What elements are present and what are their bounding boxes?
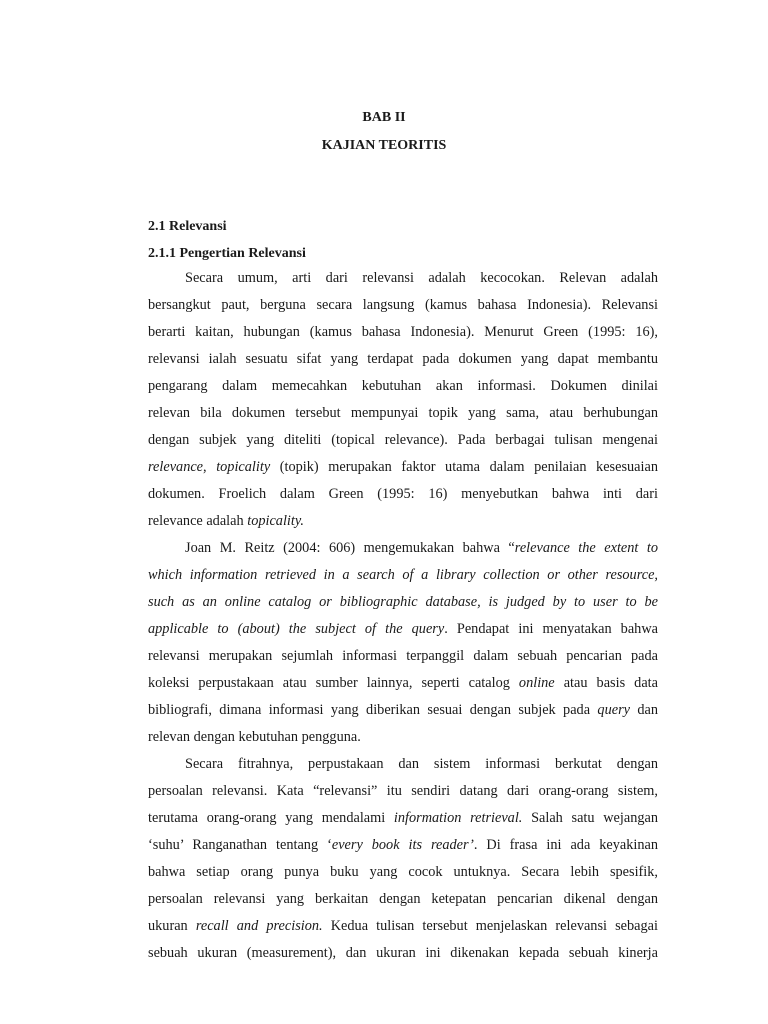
italic-text: which information retrieved in a search of a library collection or other resource,: [148, 567, 658, 583]
text-line: [148, 562, 658, 589]
text-line: [148, 940, 658, 967]
text-line: [148, 427, 658, 454]
text-line: [148, 697, 658, 724]
text-line: [148, 616, 658, 643]
text-line: [148, 724, 658, 751]
text-run: ,: [203, 459, 217, 475]
text-run: relevansi merupakan sejumlah informasi terpanggil dalam sebuah pencarian pada: [148, 648, 658, 664]
text-run: relevance adalah: [148, 513, 248, 529]
italic-text: recall and precision.: [195, 918, 323, 934]
text-line: [148, 265, 658, 292]
text-run: bahwa setiap orang punya buku yang cocok untuknya. Secara lebih spesifik,: [148, 864, 658, 880]
text-run: berarti kaitan, hubungan (kamus bahasa Indonesia). Menurut Green (1995: 16),: [148, 324, 658, 340]
text-run: sebuah ukuran (measurement), dan ukuran ini dikenakan kepada sebuah kinerja: [148, 945, 658, 961]
text-run: dokumen. Froelich dalam Green (1995: 16) menyebutkan bahwa inti dari: [148, 486, 658, 502]
text-run: bersangkut paut, berguna secara langsung (kamus bahasa Indonesia). Relevansi: [148, 297, 658, 313]
text-run: . Di frasa ini ada keyakinan: [473, 837, 659, 853]
text-run: relevan bila dokumen tersebut mempunyai topik yang sama, atau berhubungan: [148, 405, 658, 421]
text-line: [148, 535, 658, 562]
italic-text: applicable to (about) the subject of the query: [148, 621, 445, 637]
text-line: [148, 481, 658, 508]
text-run: persoalan relevansi. Kata “relevansi” itu sendiri datang dari orang-orang sistem,: [148, 783, 658, 799]
text-line: [148, 508, 658, 535]
text-run: dan: [629, 702, 658, 718]
text-line: [148, 670, 658, 697]
text-run: atau basis data: [554, 675, 658, 691]
text-run: relevan dengan kebutuhan pengguna.: [148, 729, 361, 745]
italic-text: online: [518, 675, 555, 691]
text-line: [148, 859, 658, 886]
text-line: [148, 400, 658, 427]
text-run: pengarang dalam memecahkan kebutuhan akan informasi. Dokumen dinilai: [148, 378, 658, 394]
italic-text: topicality.: [247, 513, 305, 529]
section-title: 2.1 Relevansi: [148, 219, 227, 234]
text-line: [148, 373, 658, 400]
subsection-title: 2.1.1 Pengertian Relevansi: [148, 246, 306, 261]
italic-text: query: [597, 702, 630, 718]
text-line: [148, 832, 658, 859]
text-line: [148, 292, 658, 319]
text-line: [148, 886, 658, 913]
text-line: [148, 454, 658, 481]
text-run: terutama orang-orang yang mendalami: [148, 810, 394, 826]
chapter-number: BAB II: [362, 110, 406, 125]
italic-text: such as an online catalog or bibliographic database, is judged by to user to be: [148, 594, 658, 610]
text-line: [148, 913, 658, 940]
italic-text: topicality: [216, 459, 271, 475]
text-line: [148, 643, 658, 670]
italic-text: information retrieval.: [393, 810, 523, 826]
text-run: persoalan relevansi yang berkaitan dengan ketepatan pencarian dikenal dengan: [148, 891, 658, 907]
text-run: Secara umum, arti dari relevansi adalah kecocokan. Relevan adalah: [185, 270, 658, 286]
text-line: [148, 751, 658, 778]
text-line: [148, 805, 658, 832]
text-line: [148, 778, 658, 805]
text-run: bibliografi, dimana informasi yang diberikan sesuai dengan subjek pada: [148, 702, 598, 718]
body-text: [148, 265, 658, 967]
text-run: ukuran: [148, 918, 196, 934]
italic-text: every book its reader’: [331, 837, 474, 853]
text-run: relevansi ialah sesuatu sifat yang terdapat pada dokumen yang dapat membantu: [148, 351, 658, 367]
text-run: Kedua tulisan tersebut menjelaskan relevansi sebagai: [322, 918, 658, 934]
text-run: Salah satu wejangan: [522, 810, 659, 826]
text-run: . Pendapat ini menyatakan bahwa: [444, 621, 658, 637]
text-run: koleksi perpustakaan atau sumber lainnya, seperti catalog: [148, 675, 519, 691]
text-line: [148, 589, 658, 616]
text-run: (topik) merupakan faktor utama dalam penilaian kesesuaian: [270, 459, 658, 475]
text-line: [148, 346, 658, 373]
italic-text: relevance the extent to: [514, 540, 658, 556]
italic-text: relevance: [148, 459, 204, 475]
text-line: [148, 319, 658, 346]
text-run: Joan M. Reitz (2004: 606) mengemukakan bahwa “: [185, 540, 515, 556]
text-run: Secara fitrahnya, perpustakaan dan sistem informasi berkutat dengan: [185, 756, 658, 772]
chapter-title: KAJIAN TEORITIS: [321, 138, 447, 153]
text-run: dengan subjek yang diteliti (topical relevance). Pada berbagai tulisan mengenai: [148, 432, 658, 448]
text-run: ‘suhu’ Ranganathan tentang ‘: [148, 837, 332, 853]
